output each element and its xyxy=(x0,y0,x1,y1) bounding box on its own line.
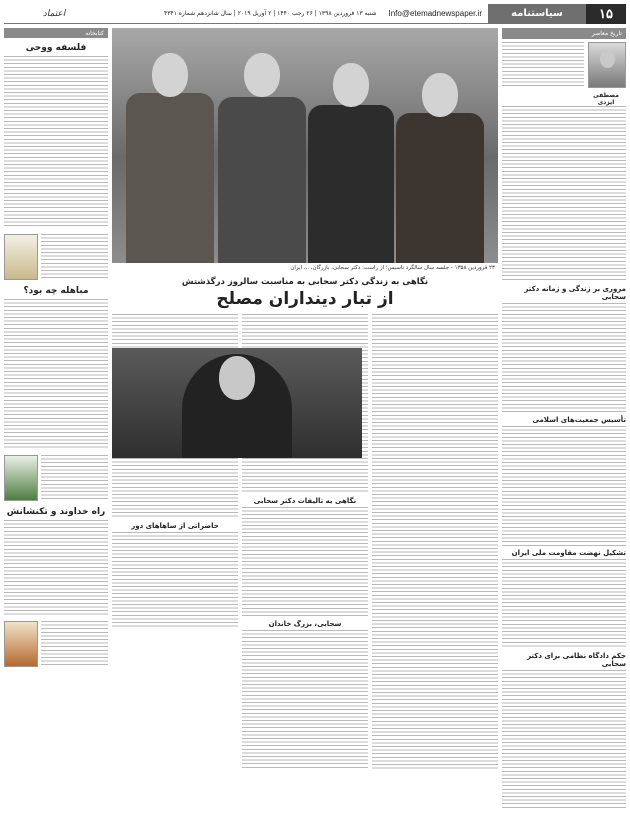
text-block xyxy=(242,630,368,770)
book-title-1: فلسفه ووحی xyxy=(25,43,87,53)
person-figure xyxy=(218,53,306,263)
text-block xyxy=(4,56,108,228)
text-block xyxy=(372,314,498,769)
right-column xyxy=(502,28,626,816)
article-body xyxy=(112,314,498,769)
text-block xyxy=(4,520,108,615)
text-block xyxy=(502,106,626,282)
book-title-2: مباهله چه بود؟ xyxy=(23,286,89,296)
speaker-photo xyxy=(112,348,362,458)
text-block xyxy=(502,303,626,413)
article-headline: از تبار دینداران مصلح xyxy=(216,289,394,309)
email-link[interactable]: Info@etemadnewspaper.ir xyxy=(388,9,482,18)
right-subhead-4: حکم دادگاه نظامی برای دکتر سحابی xyxy=(527,652,626,668)
book-info xyxy=(41,455,108,501)
issue-meta: شنبه ۱۳ فروردین ۱۳۹۸ | ۲۶ رجب ۱۴۴۰ | ۲ آوریل ۲۰۱۹ | سال شانزدهم شماره ۴۳۴۱ xyxy=(163,10,377,17)
section-title: سیاستنامه xyxy=(488,4,586,24)
text-block xyxy=(112,532,238,627)
text-block xyxy=(242,507,368,617)
main-subhead-3: حاضراتی از ساها‌های دور xyxy=(131,522,219,530)
book-cover-icon xyxy=(4,455,38,501)
book-item xyxy=(4,455,108,501)
person-figure xyxy=(308,63,394,263)
page-number: ۱۵ xyxy=(586,4,626,24)
book-item xyxy=(4,621,108,667)
article-column xyxy=(372,314,498,769)
hero-photo xyxy=(112,28,498,263)
book-title-3: راه خداوند و تکنشانش xyxy=(6,507,106,517)
main-article xyxy=(112,28,498,769)
right-subhead-3: تشکیل نهضت مقاومت ملی ایران xyxy=(511,549,626,557)
main-subhead-2: سحابی، بزرگ خاندان xyxy=(268,620,342,628)
right-subhead-1: مروری بر زندگی و زمانه دکتر سحابی xyxy=(524,285,626,301)
left-column xyxy=(4,28,108,816)
right-subhead-2: تأسیس جمعیت‌های اسلامی xyxy=(532,416,626,424)
text-block xyxy=(502,426,626,546)
book-info xyxy=(41,621,108,667)
author-photo xyxy=(588,42,626,88)
text-block xyxy=(502,670,626,810)
text-block xyxy=(502,559,626,649)
person-figure xyxy=(396,73,484,263)
newspaper-logo: اعتماد xyxy=(42,8,66,19)
person-figure xyxy=(126,53,214,263)
left-column-tag: کتابخانه xyxy=(4,28,108,38)
author-name: مصطفی ایزدی xyxy=(593,92,619,106)
book-cover-icon xyxy=(4,234,38,280)
right-column-tag: تاریخ معاصر xyxy=(502,28,626,39)
author-intro xyxy=(502,42,626,282)
text-block xyxy=(502,42,584,88)
page-header xyxy=(4,4,626,24)
main-subhead-1: نگاهی به تالیفات دکتر سحابی xyxy=(253,497,357,505)
article-kicker: نگاهی به زندگی دکتر سحابی به مناسبت سالروز درگذشتش xyxy=(181,277,429,287)
photo-caption: ۲۳ فروردین ۱۳۵۸ - جلسه سال سالگرد تاسیس؛ از راست: دکتر سحابی، بازرگان، ... ایران xyxy=(290,265,495,271)
book-info xyxy=(41,234,108,280)
book-item xyxy=(4,234,108,280)
book-cover-icon xyxy=(4,621,38,667)
text-block xyxy=(4,299,108,449)
